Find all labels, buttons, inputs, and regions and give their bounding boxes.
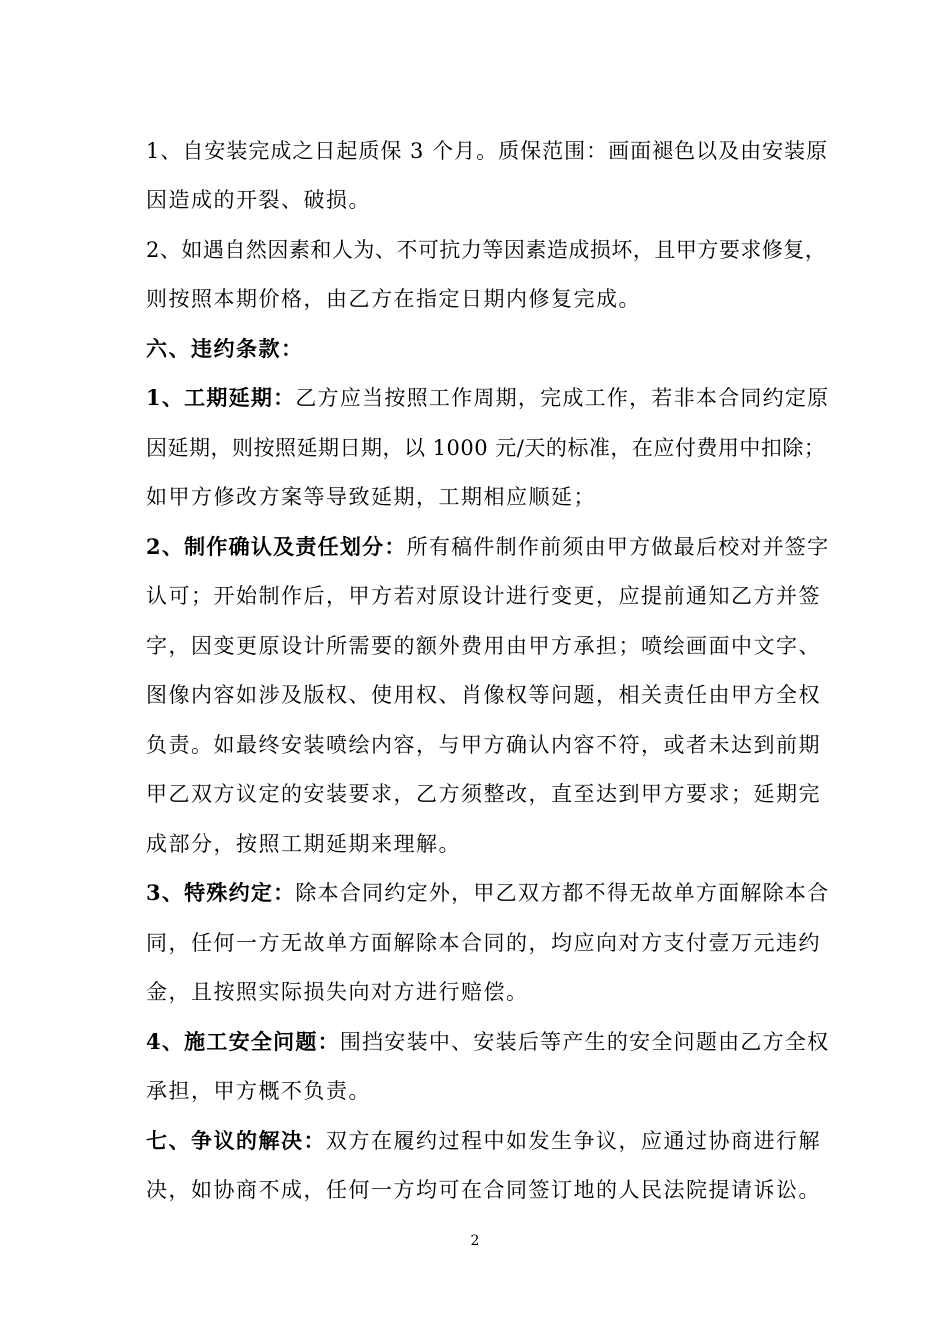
paragraph-line: [146, 483, 596, 511]
clause-text: 双方在履约过程中如发生争议，应通过协商进行解: [326, 1129, 821, 1153]
paragraph-line: [146, 1176, 821, 1204]
clause-heading: 3、特殊约定：: [146, 880, 296, 905]
paragraph-line: [146, 929, 821, 957]
clause-text: 因造成的开裂、破损。: [146, 188, 371, 212]
paragraph-line: [146, 533, 829, 561]
paragraph-line: [146, 830, 461, 858]
paragraph-line: [146, 236, 826, 264]
clause-heading: 1、工期延期：: [146, 385, 296, 410]
clause-text: 2、如遇自然因素和人为、不可抗力等因素造成损坏，且甲方要求修复，: [146, 238, 827, 262]
clause-text: 字，因变更原设计所需要的额外费用由甲方承担；喷绘画面中文字、: [146, 634, 821, 658]
clause-text: 因延期，则按照延期日期，以 1000 元/天的标准，在应付费用中扣除；: [146, 436, 826, 460]
page-number: 2: [470, 1233, 480, 1249]
paragraph-line: [146, 384, 829, 412]
clause-text: 同，任何一方无故单方面解除本合同的，均应向对方支付壹万元违约: [146, 931, 821, 955]
section-heading: 七、争议的解决：: [146, 1128, 326, 1153]
clause-text: 决，如协商不成，任何一方均可在合同签订地的人民法院提请诉讼。: [146, 1178, 821, 1202]
paragraph-line: [146, 1127, 821, 1155]
clause-text: 围挡安装中、安装后等产生的安全问题由乙方全权: [339, 1030, 830, 1054]
section-heading: 六、违约条款：: [146, 336, 304, 361]
section-heading-line: [146, 335, 304, 363]
paragraph-line: [146, 285, 641, 313]
paragraph-line: [146, 879, 829, 907]
paragraph-line: [146, 1077, 371, 1105]
clause-text: 如甲方修改方案等导致延期，工期相应顺延；: [146, 485, 596, 509]
paragraph-line: [146, 731, 821, 759]
clause-text: 则按照本期价格，由乙方在指定日期内修复完成。: [146, 287, 641, 311]
clause-text: 负责。如最终安装喷绘内容，与甲方确认内容不符，或者未达到前期: [146, 733, 821, 757]
clause-text: 图像内容如涉及版权、使用权、肖像权等问题，相关责任由甲方全权: [146, 683, 821, 707]
clause-text: 甲乙双方议定的安装要求，乙方须整改，直至达到甲方要求；延期完: [146, 782, 821, 806]
clause-text: 金，且按照实际损失向对方进行赔偿。: [146, 980, 529, 1004]
paragraph-line: [146, 978, 529, 1006]
clause-text: 除本合同约定外，甲乙双方都不得无故单方面解除本合: [295, 881, 830, 905]
clause-text: 认可；开始制作后，甲方若对原设计进行变更，应提前通知乙方并签: [146, 584, 821, 608]
paragraph-line: [146, 186, 371, 214]
clause-text: 乙方应当按照工作周期，完成工作，若非本合同约定原: [295, 386, 830, 410]
paragraph-line: [146, 780, 821, 808]
paragraph-line: [146, 434, 825, 462]
paragraph-line: [146, 632, 821, 660]
clause-heading: 4、施工安全问题：: [146, 1029, 340, 1054]
clause-heading: 2、制作确认及责任划分：: [146, 534, 407, 559]
clause-text: 承担，甲方概不负责。: [146, 1079, 371, 1103]
paragraph-line: [146, 681, 821, 709]
clause-text: 1、自安装完成之日起质保 3 个月。质保范围：画面褪色以及由安装原: [146, 139, 829, 163]
paragraph-line: [146, 582, 821, 610]
paragraph-line: [146, 1028, 829, 1056]
paragraph-line: [146, 137, 828, 165]
clause-text: 所有稿件制作前须由甲方做最后校对并签字: [406, 535, 830, 559]
clause-text: 成部分，按照工期延期来理解。: [146, 832, 461, 856]
